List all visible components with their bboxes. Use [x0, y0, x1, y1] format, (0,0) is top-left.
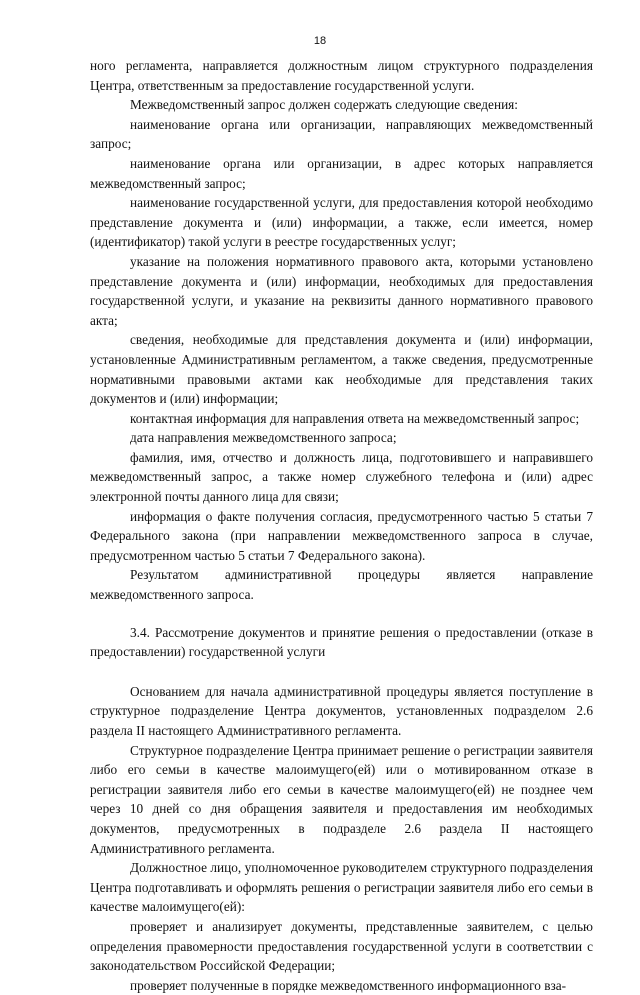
- page-number: 18: [313, 35, 327, 47]
- paragraph-continuation: ного регламента, направляется должностным лицом структурного подразделения Центра, ответственным за предоставление государственной услуги.: [90, 58, 593, 93]
- paragraph-registration-decision: Структурное подразделение Центра принимает решение о регистрации заявителя либо его семьи в качестве малоимущего(ей) или о мотивированном отказе в регистрации заявителя либо его семьи в качестве малоимущего(ей) не позднее чем через 10 дней со дня обращения заявителя и предоставления им необходимых документов, предусмотренных в подразделе 2.6 раздела II настоящего Административного регламента.: [90, 742, 593, 856]
- paragraph-consent-information: информация о факте получения согласия, предусмотренного частью 5 статьи 7 Федерального закона (при направлении межведомственного запроса в случае, предусмотренном частью 5 статьи 7 Федерального закона).: [90, 508, 593, 563]
- paragraph-interagency-check: проверяет полученные в порядке межведомственного информационного вза-: [130, 977, 567, 993]
- paragraph-required-information: сведения, необходимые для представления документа и (или) информации, установленные Административным регламентом, а также сведения, предусмотренные нормативными правовыми актами как необходимые для представления таких документов и (или) информации;: [90, 332, 593, 407]
- paragraph-legal-act-reference: указание на положения нормативного правового акта, которыми установлено представление документа и (или) информации, необходимых для предоставления государственной услуги, и указание на реквизиты данного нормативного правового акта;: [90, 253, 593, 328]
- paragraph-recipient-name: наименование органа или организации, в адрес которых направляется межведомственный запрос;: [90, 155, 593, 191]
- paragraph-responsible-person: фамилия, имя, отчество и должность лица, подготовившего и направившего межведомственный запрос, а также номер служебного телефона и (или) адрес электронной почты данного лица для связи;: [90, 449, 593, 505]
- paragraph-document-check: проверяет и анализирует документы, представленные заявителем, с целью определения правомерности предоставления государственной услуги в соответствии с законодательством Российской Федерации;: [90, 918, 593, 974]
- paragraph-procedure-basis: Основанием для начала административной процедуры является поступление в структурное подразделение Центра документов, установленных подразделом 2.6 раздела II настоящего Административного регламента.: [90, 683, 593, 738]
- section-heading: 3.4. Рассмотрение документов и принятие решения о предоставлении (отказе в предоставлении) государственной услуги: [90, 624, 593, 660]
- paragraph-contact-information: контактная информация для направления ответа на межведомственный запрос;: [130, 410, 580, 426]
- paragraph-service-name: наименование государственной услуги, для предоставления которой необходимо представление документа и (или) информации, а также, если имеется, номер (идентификатор) такой услуги в реестре государственных услуг;: [90, 195, 593, 250]
- paragraph-request-contents-intro: Межведомственный запрос должен содержать следующие сведения:: [130, 97, 518, 113]
- paragraph-sender-name: наименование органа или организации, направляющих межведомственный запрос;: [90, 116, 593, 152]
- paragraph-procedure-result: Результатом административной процедуры является направление межведомственного запроса.: [90, 567, 593, 603]
- paragraph-request-date: дата направления межведомственного запроса;: [130, 430, 397, 446]
- document-body: [90, 56, 593, 995]
- paragraph-authorized-official: Должностное лицо, уполномоченное руководителем структурного подразделения Центра подготавливать и оформлять решения о регистрации заявителя либо его семьи в качестве малоимущего(ей):: [90, 860, 593, 915]
